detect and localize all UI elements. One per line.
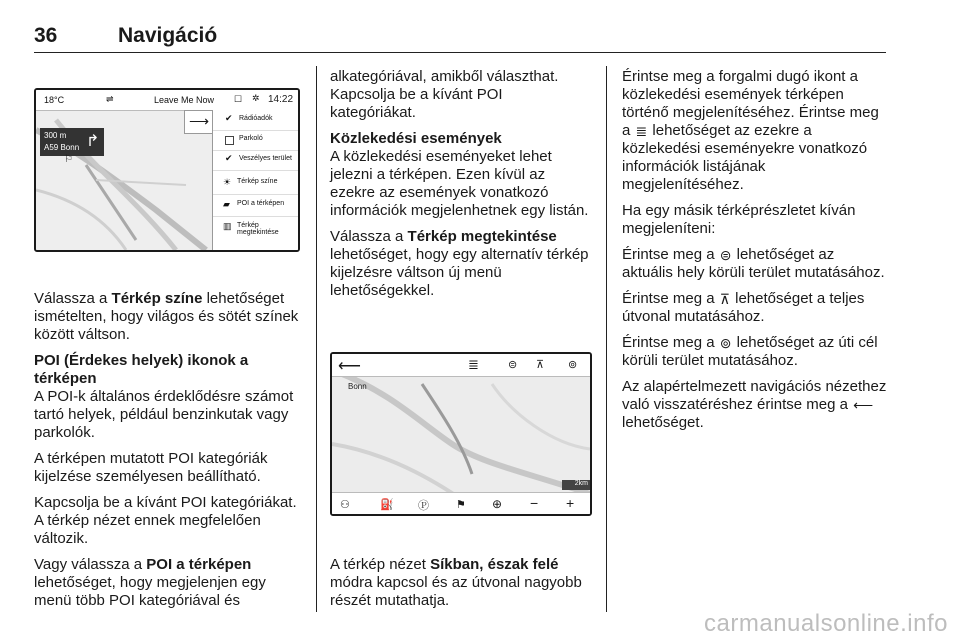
- fuel-icon[interactable]: ⛽: [380, 499, 394, 511]
- paragraph: Ha egy másik térképrészletet kíván megjeleníteni:: [622, 202, 856, 237]
- forward-arrow-button[interactable]: ⟶: [184, 110, 214, 134]
- column-1: [34, 290, 302, 618]
- paragraph: A POI-k általános érdeklődésre számot tartó helyek, például benzinkutak vagy parkolók.: [34, 388, 294, 441]
- paragraph: Az alapértelmezett navigációs nézethez való visszatéréshez érintse meg a ⟵ lehetőséget.: [622, 378, 887, 431]
- turn-road: A59 Bonn: [44, 143, 80, 152]
- menu-item-label: Veszélyes terület: [239, 155, 292, 162]
- paragraph: A térképen mutatott POI kategóriák kijelzése személyesen beállítható.: [34, 450, 268, 485]
- check-icon: ✔: [225, 113, 233, 123]
- list-icon[interactable]: ≣: [468, 357, 479, 372]
- menu-term: Térkép színe: [111, 290, 203, 307]
- paragraph: Érintse meg a ⊜ lehetőséget az aktuális hely körüli terület mutatásához.: [622, 246, 885, 281]
- usb-icon: ⇌: [106, 94, 114, 104]
- status-bar: [36, 90, 298, 111]
- section-heading: POI (Érdekes helyek) ikonok a térképen: [34, 352, 249, 387]
- destination-icon[interactable]: ⊚: [568, 359, 578, 371]
- turn-arrow-icon: ↱: [86, 133, 100, 150]
- paragraph: Kapcsolja be a kívánt POI kategóriákat. A térkép nézet ennek megfelelően változik.: [34, 494, 297, 547]
- poi-icon: ▰: [223, 199, 230, 209]
- map-menu-panel: [212, 110, 299, 250]
- paragraph: Vagy válassza a POI a térképen lehetőséget, hogy megjelenjen egy menü több POI kategóriával és: [34, 556, 266, 609]
- temperature: 18°C: [44, 95, 65, 105]
- sun-icon: ☀: [223, 177, 232, 187]
- menu-item-label: Térkép megtekintése: [237, 222, 279, 236]
- paragraph: A közlekedési eseményeket lehet jelezni a térképen. Ezen kívül az ezekre az események vonatkozó információk megjelenhetnek egy listán.: [330, 148, 589, 219]
- column-divider: [316, 66, 317, 612]
- header-rule: [34, 52, 886, 53]
- paragraph: Válassza a Térkép megtekintése lehetőséget, hogy egy alternatív térkép kijelzésre váltson új menü lehetőségekkel.: [330, 228, 589, 299]
- menu-item-radio[interactable]: [213, 110, 299, 131]
- paragraph: Érintse meg a forgalmi dugó ikont a közlekedési események térképen történő megjelenítéséhez. Érintse meg a ≣ lehetőséget az ezekre a közlekedési eseményekre vonatkozó információk listájának megjelenítéséhez.: [622, 68, 879, 193]
- menu-term: POI a térképen: [146, 556, 252, 573]
- menu-item-danger-zone[interactable]: [213, 150, 299, 171]
- menu-term: Térkép megtekintése: [407, 228, 557, 245]
- menu-item-label: Parkoló: [239, 135, 263, 142]
- destination-icon: ⊚: [719, 335, 732, 351]
- screenshot-map-menu: [34, 88, 300, 252]
- column-3: [622, 68, 888, 440]
- menu-item-parking[interactable]: [213, 130, 299, 151]
- parking-icon[interactable]: Ⓟ: [418, 500, 429, 512]
- zoom-in-icon[interactable]: +: [566, 495, 575, 511]
- page-header: [34, 20, 886, 54]
- route-icon: ⊼: [719, 291, 730, 307]
- back-arrow-icon: ⟵: [853, 397, 874, 413]
- paragraph: alkategóriával, amikből választhat. Kapcsolja be a kívánt POI kategóriákat.: [330, 68, 559, 121]
- menu-item-label: POI a térképen: [237, 200, 285, 207]
- car-location-icon: ⊜: [719, 247, 732, 263]
- now-playing: Leave Me Now: [154, 95, 215, 105]
- paragraph: A térkép nézet Síkban, észak felé módra kapcsol és az útvonal nagyobb részét mutathatja.: [330, 556, 582, 609]
- city-label: Bonn: [348, 382, 367, 391]
- screenshot-map-view: [330, 352, 592, 516]
- check-icon: ✔: [225, 153, 233, 163]
- car-icon[interactable]: ⚇: [340, 499, 350, 511]
- paragraph: Érintse meg a ⊼ lehetőséget a teljes útvonal mutatásához.: [622, 290, 865, 325]
- checkbox-empty-icon: [225, 136, 234, 145]
- menu-item-map-color[interactable]: [213, 172, 299, 195]
- page-number: 36: [34, 24, 58, 47]
- clock: 14:22: [268, 94, 294, 105]
- gear-icon[interactable]: ✲: [252, 93, 260, 103]
- book-icon: ▥: [223, 221, 232, 231]
- menu-item-poi-map[interactable]: [213, 194, 299, 217]
- turn-instruction: [40, 128, 104, 156]
- watermark: carmanualsonline.info: [704, 610, 948, 637]
- zoom-out-icon[interactable]: −: [530, 495, 539, 511]
- turn-distance: 300 m: [44, 131, 67, 140]
- column-divider: [606, 66, 607, 612]
- figure-caption: [330, 556, 592, 618]
- chapter-title: Navigáció: [118, 24, 218, 47]
- section-heading: Közlekedési események: [330, 130, 502, 147]
- route-icon[interactable]: ⊼: [536, 359, 545, 371]
- top-toolbar: [332, 354, 590, 377]
- poi-icon[interactable]: ⚑: [456, 499, 466, 511]
- phone-icon: ☐: [234, 94, 243, 104]
- menu-item-map-view[interactable]: [213, 216, 299, 238]
- map-background: [332, 354, 590, 514]
- menu-item-label: Térkép színe: [237, 178, 278, 185]
- list-icon: ≣: [635, 123, 648, 139]
- scale-label: 2km: [574, 480, 588, 487]
- menu-item-label: Rádióadók: [239, 115, 273, 122]
- column-2: [330, 68, 592, 308]
- paragraph: Érintse meg a ⊚ lehetőséget az úti cél körüli terület mutatásához.: [622, 334, 878, 369]
- bottom-toolbar: [332, 492, 590, 515]
- menu-term: Síkban, észak felé: [430, 556, 559, 573]
- back-arrow-icon[interactable]: ⟵: [338, 358, 361, 375]
- crosshair-icon[interactable]: ⊕: [492, 497, 503, 511]
- scale-bar: [562, 480, 590, 490]
- car-icon[interactable]: ⊜: [508, 359, 518, 371]
- flag-icon: ⚐: [64, 154, 73, 165]
- paragraph: Válassza a Térkép színe lehetőséget ismételten, hogy világos és sötét színek között váltson.: [34, 290, 299, 343]
